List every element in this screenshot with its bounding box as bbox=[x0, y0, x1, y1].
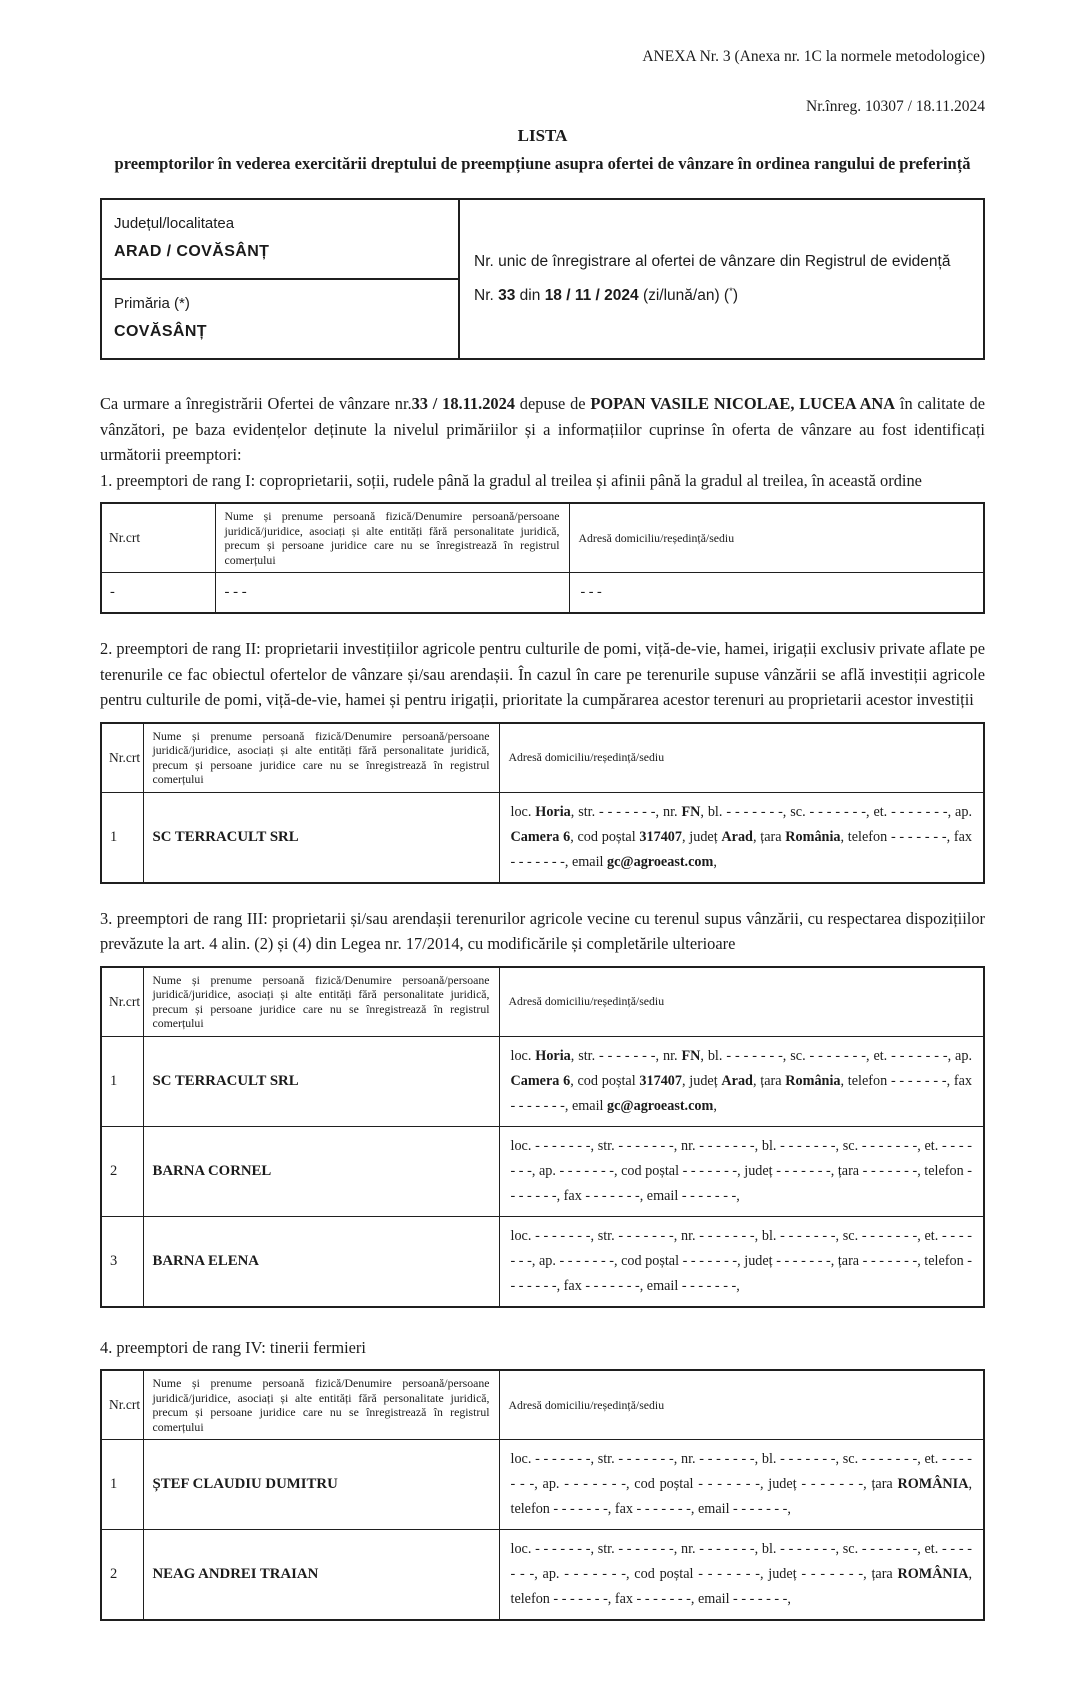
row-address: - - - bbox=[569, 573, 984, 614]
rang3-table bbox=[100, 966, 985, 1308]
registration-number-line: Nr.înreg. 10307 / 18.11.2024 bbox=[806, 98, 985, 115]
row-name: SC TERRACULT SRL bbox=[143, 792, 499, 883]
col-header-address: Adresă domiciliu/reședință/sediu bbox=[499, 723, 984, 793]
row-address: loc. - - - - - - -, str. - - - - - - -, nr. - - - - - - -, bl. - - - - - - -, sc. - - - - - - -, et. - - - - - - -, ap. - - - - - - -, cod poștal - - - - - - -, județ - - - - - - -, țara - - - - - - -, telefon - - - - - - -, fax - - - - - - -, email - - - - - - -, bbox=[499, 1126, 984, 1216]
county-locality-value: ARAD / COVĂSÂNȚ bbox=[114, 243, 270, 260]
row-address: loc. - - - - - - -, str. - - - - - - -, nr. - - - - - - -, bl. - - - - - - -, sc. - - - - - - -, et. - - - - - - -, ap. - - - - - - -, cod poștal - - - - - - -, județ - - - - - - -, țara - - - - - - -, telefon - - - - - - -, fax - - - - - - -, email - - - - - - -, bbox=[499, 1216, 984, 1307]
anexa-header-line: ANEXA Nr. 3 (Anexa nr. 1C la normele metodologice) bbox=[642, 48, 985, 65]
row-name: NEAG ANDREI TRAIAN bbox=[143, 1530, 499, 1621]
row-address: loc. Horia, str. - - - - - - -, nr. FN, bl. - - - - - - -, sc. - - - - - - -, et. - - - - - - -, ap. Camera 6, cod poștal 317407, județ Arad, țara România, telefon - - - - - - -, fax - - - - - - -, email gc@agroeast.com, bbox=[499, 792, 984, 883]
row-address: loc. - - - - - - -, str. - - - - - - -, nr. - - - - - - -, bl. - - - - - - -, sc. - - - - - - -, et. - - - - - - -, ap. - - - - - - -, cod poștal - - - - - - -, județ - - - - - - -, țara ROMÂNIA, telefon - - - - - - -, fax - - - - - - -, email - - - - - - -, bbox=[499, 1530, 984, 1621]
row-number: 1 bbox=[101, 1036, 143, 1126]
rang3-row-3 bbox=[101, 1216, 984, 1307]
county-locality-cell bbox=[101, 199, 459, 279]
section-rang1-heading: 1. preemptori de rang I: coproprietarii, soții, rudele până la gradul al treilea și afinii până la gradul al treilea, în această ordine bbox=[100, 470, 922, 490]
row-number: 2 bbox=[101, 1126, 143, 1216]
rang1-row-1 bbox=[101, 573, 984, 614]
col-header-nrcrt: Nr.crt bbox=[101, 503, 215, 573]
row-address: loc. - - - - - - -, str. - - - - - - -, nr. - - - - - - -, bl. - - - - - - -, sc. - - - - - - -, et. - - - - - - -, ap. - - - - - - -, cod poștal - - - - - - -, județ - - - - - - -, țara ROMÂNIA, telefon - - - - - - -, fax - - - - - - -, email - - - - - - -, bbox=[499, 1440, 984, 1530]
col-header-name: Nume și prenume persoană fizică/Denumire persoană/persoane juridică/juridice, asociați și alte entități fără personalitate juridică, precum și persoane juridice care nu se înregistrează în registrul comerțului bbox=[143, 1370, 499, 1440]
col-header-address: Adresă domiciliu/reședință/sediu bbox=[569, 503, 984, 573]
city-hall-value: COVĂSÂNȚ bbox=[114, 323, 207, 340]
row-name: - - - bbox=[215, 573, 569, 614]
row-number: 2 bbox=[101, 1530, 143, 1621]
rang1-header-row bbox=[101, 503, 984, 573]
rang2-row-1 bbox=[101, 792, 984, 883]
row-number: - bbox=[101, 573, 215, 614]
col-header-nrcrt: Nr.crt bbox=[101, 967, 143, 1037]
rang4-row-2 bbox=[101, 1530, 984, 1621]
row-name: BARNA ELENA bbox=[143, 1216, 499, 1307]
rang3-header-row bbox=[101, 967, 984, 1037]
rang1-table bbox=[100, 502, 985, 614]
col-header-address: Adresă domiciliu/reședință/sediu bbox=[499, 1370, 984, 1440]
col-header-name: Nume și prenume persoană fizică/Denumire persoană/persoane juridică/juridice, asociați și alte entități fără personalitate juridică, precum și persoane juridice care nu se înregistrează în registrul comerțului bbox=[143, 967, 499, 1037]
section-rang2-heading: 2. preemptori de rang II: proprietarii investițiilor agricole pentru culturile de pomi, viță-de-vie, hamei, irigații exclusiv private aflate pe terenurile ce fac obiectul ofertelor de vânzare și/sau arendașii. În cazul în care pe terenurile supuse vânzării se află investiții agricole pentru culturile de pomi, viță-de-vie, hamei și pentru irigații, prioritate la cumpărarea acestor terenuri au proprietarii acestor investiții bbox=[100, 639, 985, 709]
document-subtitle: preemptorilor în vederea exercitării dreptului de preempțiune asupra ofertei de vânzare în ordinea rangului de preferință bbox=[114, 154, 971, 173]
unique-registration-cell bbox=[459, 199, 984, 359]
intro-paragraph: Ca urmare a înregistrării Ofertei de vânzare nr.33 / 18.11.2024 depuse de POPAN VASILE NICOLAE, LUCEA ANA în calitate de vânzători, pe baza evidențelor deținute la nivelul primăriilor și a informațiilor cuprinse în oferta de vânzare au fost identificați următorii preemptori: bbox=[100, 394, 986, 464]
section-rang4-heading: 4. preemptori de rang IV: tinerii fermieri bbox=[100, 1337, 366, 1357]
rang4-row-1 bbox=[101, 1440, 984, 1530]
unique-registration-label: Nr. unic de înregistrare al ofertei de vânzare din Registrul de evidență bbox=[474, 253, 951, 270]
col-header-name: Nume și prenume persoană fizică/Denumire persoană/persoane juridică/juridice, asociați și alte entități fără personalitate juridică, precum și persoane juridice care nu se înregistrează în registrul comerțului bbox=[215, 503, 569, 573]
row-name: BARNA CORNEL bbox=[143, 1126, 499, 1216]
row-number: 1 bbox=[101, 792, 143, 883]
rang3-row-1 bbox=[101, 1036, 984, 1126]
row-address: loc. Horia, str. - - - - - - -, nr. FN, bl. - - - - - - -, sc. - - - - - - -, et. - - - - - - -, ap. Camera 6, cod poștal 317407, județ Arad, țara România, telefon - - - - - - -, fax - - - - - - -, email gc@agroeast.com, bbox=[499, 1036, 984, 1126]
row-number: 3 bbox=[101, 1216, 143, 1307]
rang4-table bbox=[100, 1369, 985, 1621]
row-name: SC TERRACULT SRL bbox=[143, 1036, 499, 1126]
city-hall-cell bbox=[101, 279, 459, 359]
city-hall-label: Primăria (*) bbox=[114, 295, 190, 312]
rang2-table bbox=[100, 722, 985, 884]
row-number: 1 bbox=[101, 1440, 143, 1530]
county-registration-table bbox=[100, 198, 985, 360]
rang3-row-2 bbox=[101, 1126, 984, 1216]
col-header-name: Nume și prenume persoană fizică/Denumire persoană/persoane juridică/juridice, asociați și alte entități fără personalitate juridică, precum și persoane juridice care nu se înregistrează în registrul comerțului bbox=[143, 723, 499, 793]
col-header-nrcrt: Nr.crt bbox=[101, 723, 143, 793]
rang2-header-row bbox=[101, 723, 984, 793]
county-locality-label: Județul/localitatea bbox=[114, 215, 235, 232]
rang4-header-row bbox=[101, 1370, 984, 1440]
col-header-nrcrt: Nr.crt bbox=[101, 1370, 143, 1440]
row-name: ȘTEF CLAUDIU DUMITRU bbox=[143, 1440, 499, 1530]
col-header-address: Adresă domiciliu/reședință/sediu bbox=[499, 967, 984, 1037]
document-title: LISTA bbox=[517, 126, 568, 145]
registration-number-value: Nr. 33 din 18 / 11 / 2024 (zi/lună/an) (*) bbox=[474, 285, 738, 304]
section-rang3-heading: 3. preemptori de rang III: proprietarii și/sau arendașii terenurilor agricole vecine cu terenul supus vânzării, cu respectarea dispozițiilor prevăzute la art. 4 alin. (2) și (4) din Legea nr. 17/2014, cu modificările și completările ulterioare bbox=[100, 908, 985, 953]
